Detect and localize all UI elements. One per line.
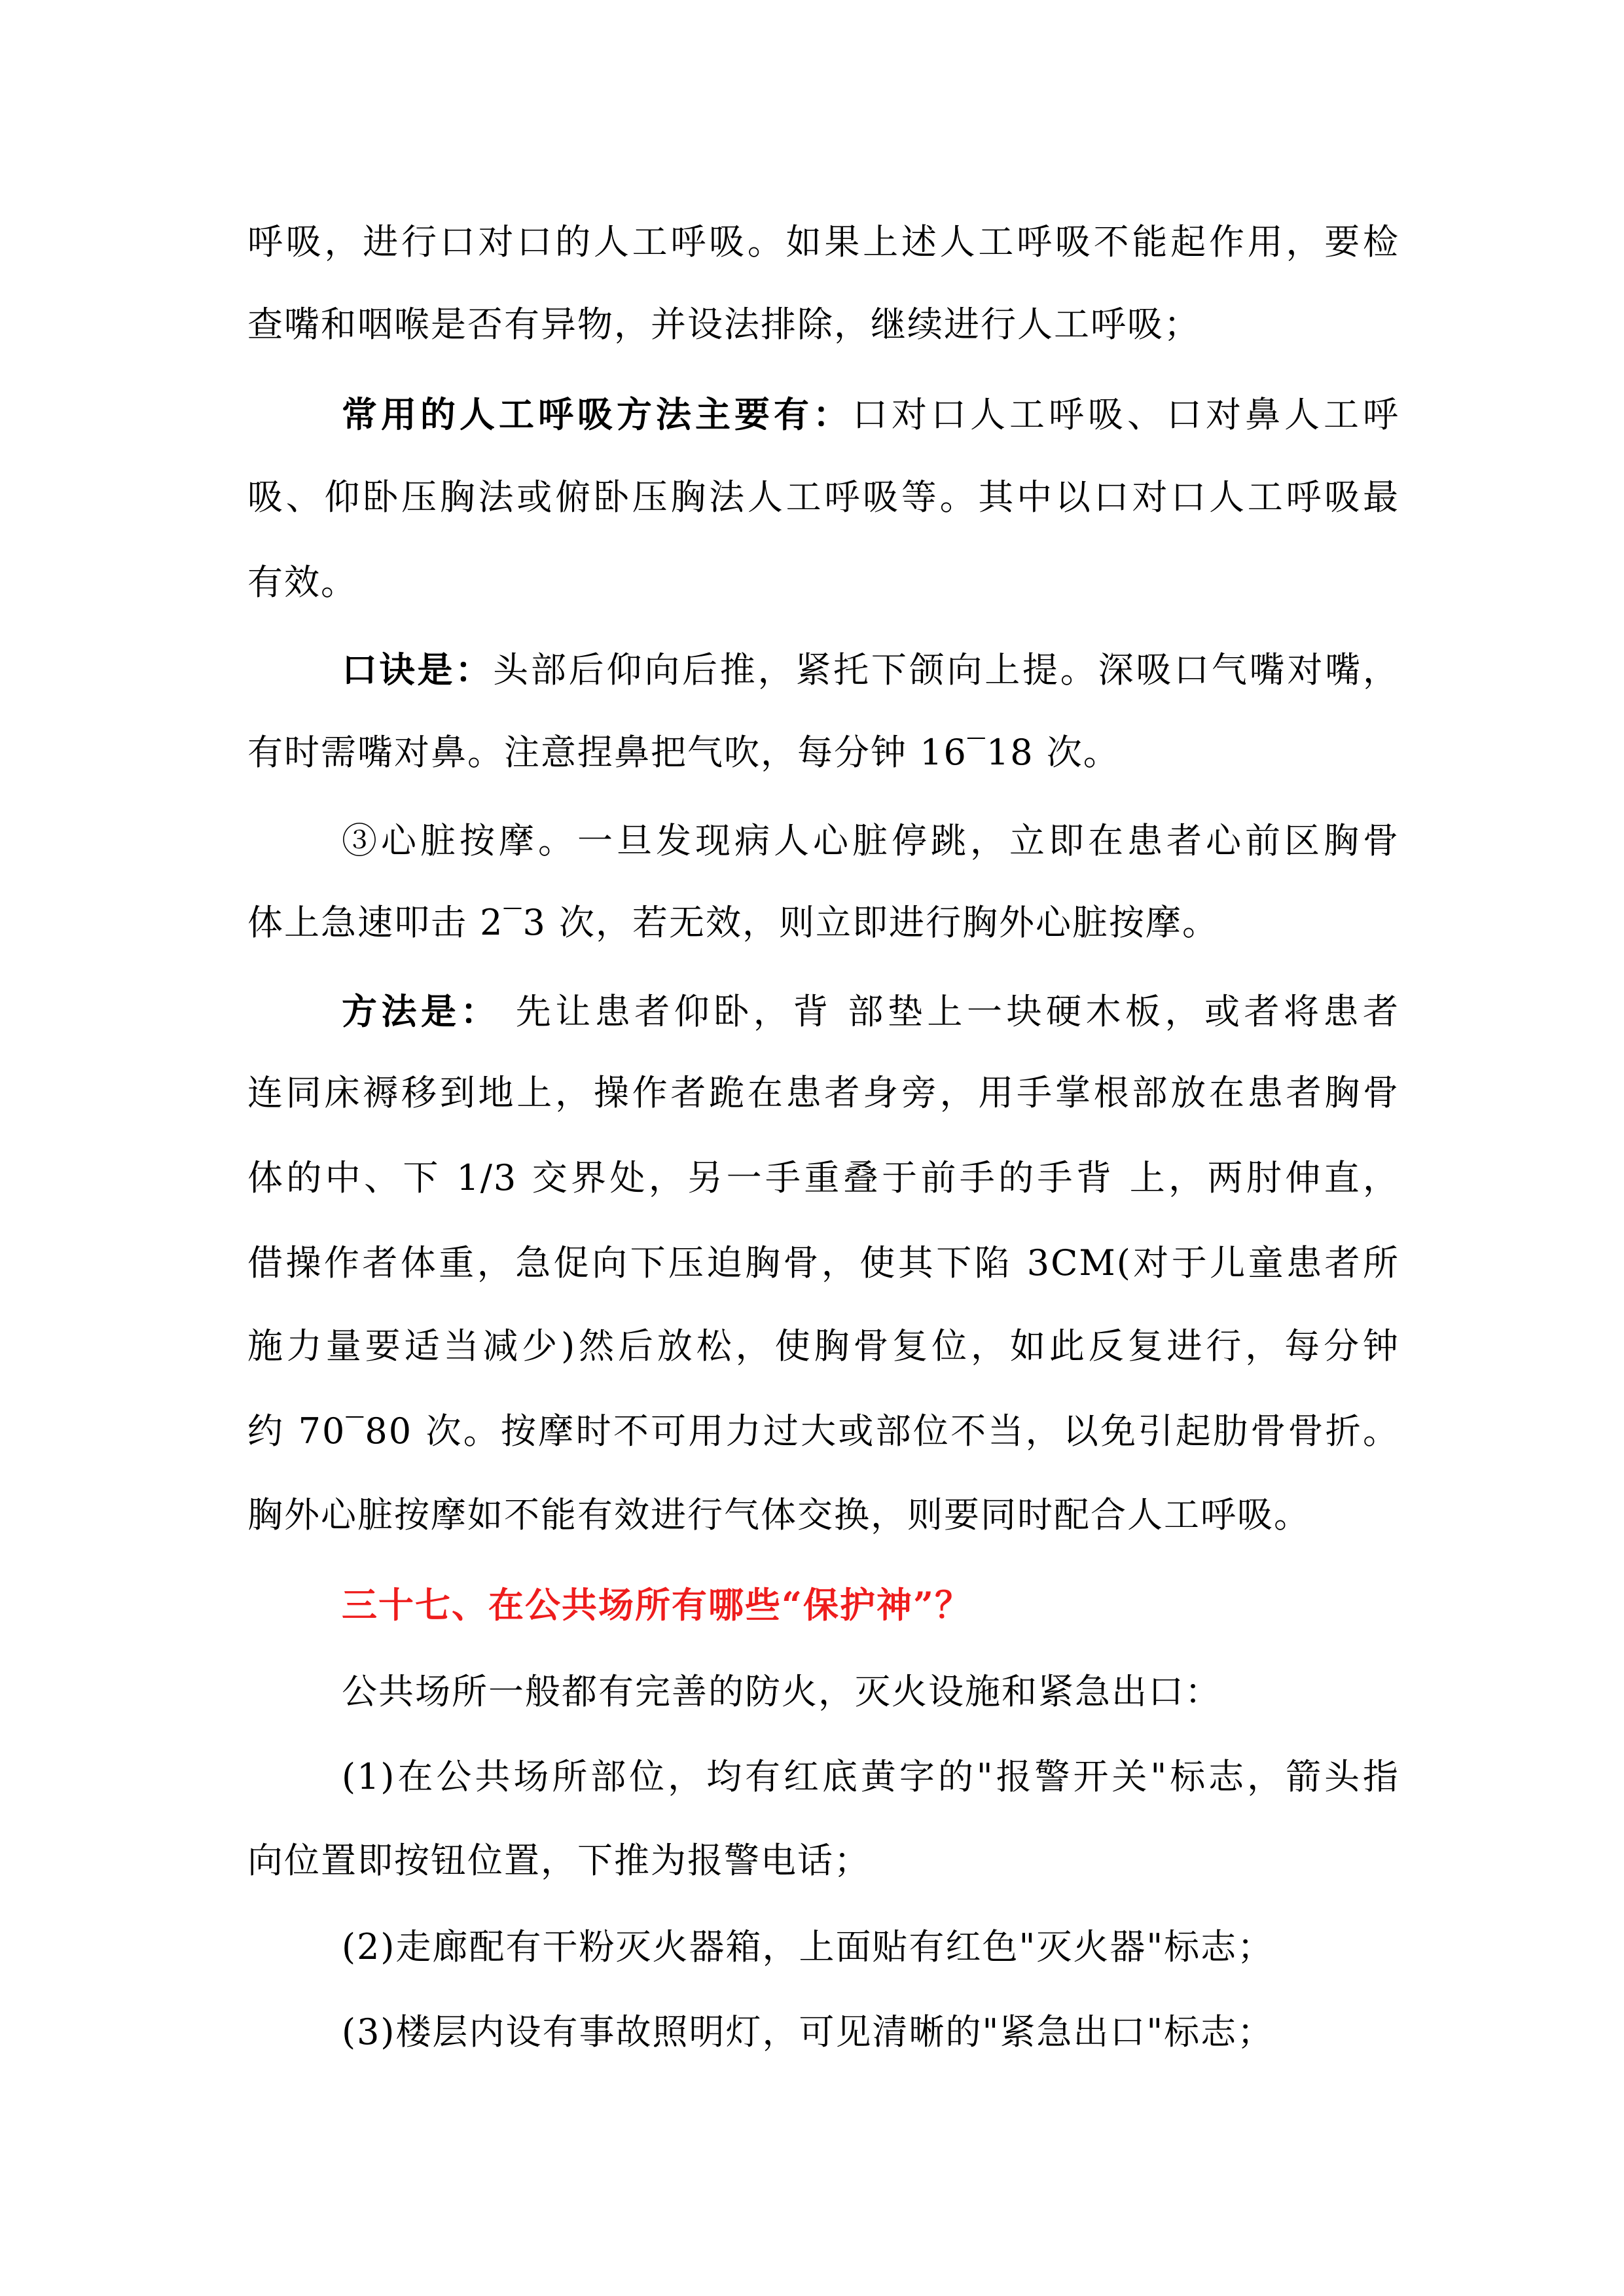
- paragraph-line: [342, 388, 1399, 440]
- paragraph-label: 口诀是：: [342, 649, 494, 691]
- paragraph-line: 体上急速叩击 2‾3 次，若无效，则立即进行胸外心脏按摩。: [247, 902, 1219, 943]
- list-item-line: 向位置即按钮位置，下推为报警电话；: [247, 1840, 871, 1881]
- section-heading: 三十七、在公共场所有哪些“保护神”？: [342, 1584, 972, 1626]
- paragraph-label: 方法是：: [342, 990, 501, 1032]
- paragraph-line: 吸、仰卧压胸法或俯卧压胸法人工呼吸等。其中以口对口人工呼吸最: [247, 476, 1399, 518]
- list-item-line: (2)走廊配有干粉灭火器箱，上面贴有红色"灭火器"标志；: [342, 1926, 1274, 1967]
- paragraph-line: 借操作者体重，急促向下压迫胸骨，使其下陷 3CM(对于儿童患者所: [247, 1242, 1399, 1283]
- paragraph-line: [342, 985, 1399, 1037]
- paragraph-line: 公共场所一般都有完善的防火，灭火设施和紧急出口：: [342, 1671, 1221, 1712]
- list-item-line: (1)在公共场所部位，均有红底黄字的"报警开关"标志，箭头指: [342, 1756, 1399, 1797]
- paragraph-line: 体的中、下 1/3 交界处，另一手重叠于前手的手背 上，两肘伸直，: [247, 1157, 1399, 1198]
- paragraph-line: 约 70‾80 次。按摩时不可用力过大或部位不当，以免引起肋骨骨折。: [247, 1410, 1399, 1452]
- paragraph-line: 有时需嘴对鼻。注意捏鼻把气吹，每分钟 16‾18 次。: [247, 732, 1120, 773]
- paragraph-line: 胸外心脏按摩如不能有效进行气体交换，则要同时配合人工呼吸。: [247, 1494, 1310, 1535]
- paragraph-label: 常用的人工呼吸方法主要有：: [342, 393, 852, 435]
- paragraph-text: 口对口人工呼吸、口对鼻人工呼: [852, 394, 1399, 435]
- paragraph-line: ③心脏按摩。一旦发现病人心脏停跳，立即在患者心前区胸骨: [342, 820, 1399, 861]
- paragraph-line: 呼吸，进行口对口的人工呼吸。如果上述人工呼吸不能起作用，要检: [247, 221, 1399, 262]
- paragraph-text: 头部后仰向后推，紧托下颌向上提。深吸口气嘴对嘴，: [493, 649, 1400, 691]
- paragraph-text: 先让患者仰卧，背 部垫上一块硬木板，或者将患者: [500, 991, 1400, 1032]
- paragraph-line: [342, 643, 1399, 696]
- paragraph-line: 查嘴和咽喉是否有异物，并设法排除，继续进行人工呼吸；: [247, 304, 1200, 345]
- paragraph-line: 连同床褥移到地上，操作者跪在患者身旁，用手掌根部放在患者胸骨: [247, 1072, 1399, 1113]
- paragraph-line: 施力量要适当减少)然后放松，使胸骨复位，如此反复进行，每分钟: [247, 1325, 1399, 1367]
- list-item-line: (3)楼层内设有事故照明灯，可见清晰的"紧急出口"标志；: [342, 2011, 1274, 2053]
- paragraph-line: 有效。: [247, 562, 357, 603]
